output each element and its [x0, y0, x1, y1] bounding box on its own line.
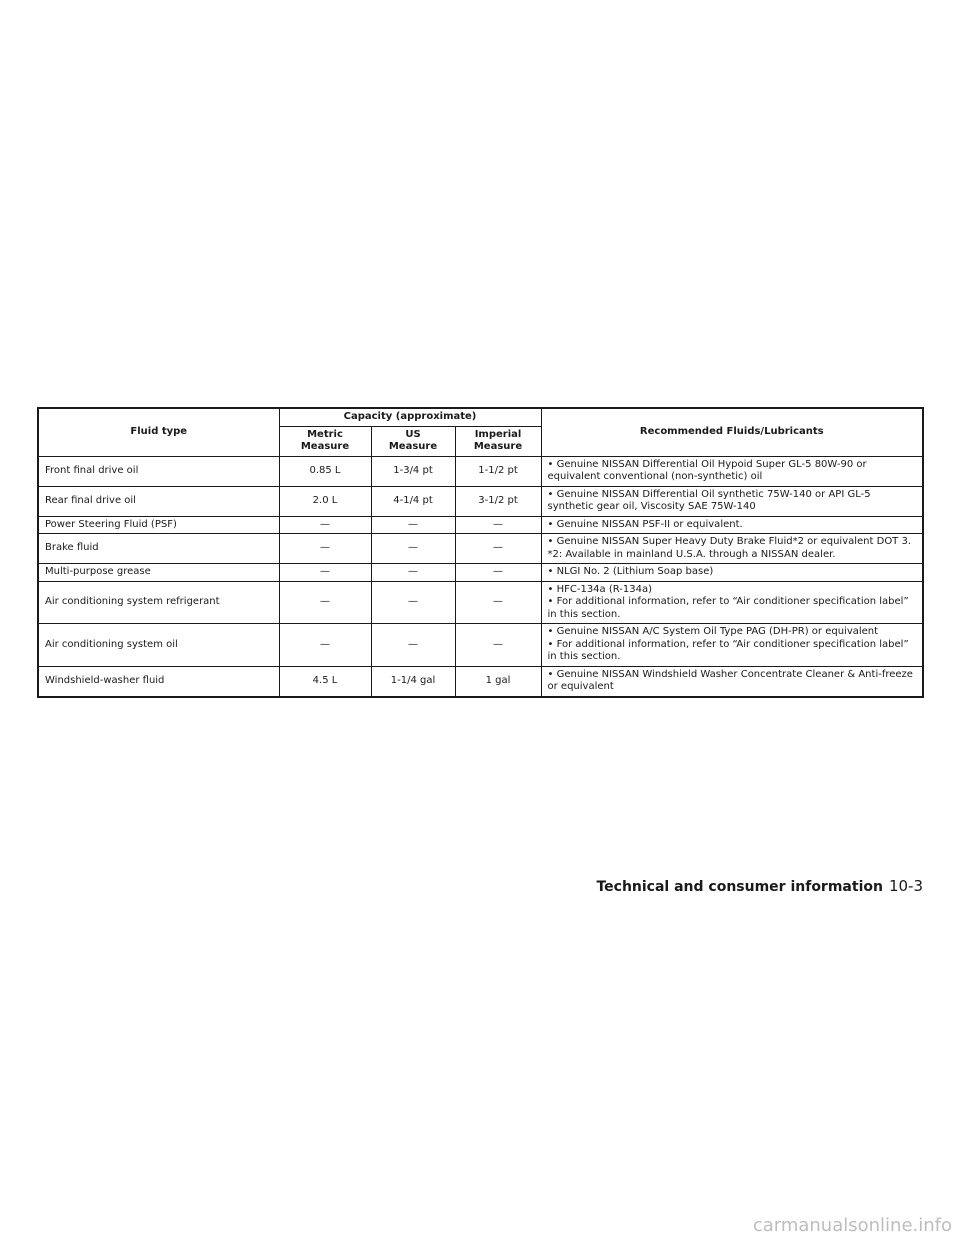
recommended-line: • Genuine NISSAN PSF-II or equivalent.: [547, 518, 743, 530]
fluid-name-cell: Air conditioning system oil: [38, 624, 279, 667]
recommended-cell: [541, 581, 923, 624]
metric-cell: 0.85 L: [279, 456, 371, 486]
imperial-cell: —: [455, 624, 541, 667]
metric-cell: —: [279, 624, 371, 667]
fluid-name-cell: Air conditioning system refrigerant: [38, 581, 279, 624]
imperial-cell: 1-1/2 pt: [455, 456, 541, 486]
header-us: US Measure: [371, 426, 455, 456]
fluid-name-cell: Front final drive oil: [38, 456, 279, 486]
table-row: [38, 534, 923, 564]
imperial-cell: —: [455, 581, 541, 624]
imperial-cell: —: [455, 516, 541, 534]
recommended-cell: [541, 666, 923, 697]
header-recommended: Recommended Fluids/Lubricants: [541, 408, 923, 456]
table-row: [38, 486, 923, 516]
imperial-cell: 3-1/2 pt: [455, 486, 541, 516]
table-row: [38, 666, 923, 697]
recommended-line: • For additional information, refer to “Air conditioner specification label” in this section.: [547, 596, 909, 620]
us-cell: —: [371, 624, 455, 667]
header-metric: Metric Measure: [279, 426, 371, 456]
us-cell: 1-3/4 pt: [371, 456, 455, 486]
recommended-cell: [541, 624, 923, 667]
recommended-cell: [541, 564, 923, 582]
table-row: [38, 456, 923, 486]
us-cell: —: [371, 534, 455, 564]
imperial-cell: 1 gal: [455, 666, 541, 697]
section-title: Technical and consumer information: [596, 879, 883, 895]
recommended-cell: [541, 456, 923, 486]
fluid-name-cell: Windshield-washer fluid: [38, 666, 279, 697]
us-cell: —: [371, 564, 455, 582]
fluid-name-cell: Multi-purpose grease: [38, 564, 279, 582]
header-capacity: Capacity (approximate): [279, 408, 541, 426]
recommended-line: • For additional information, refer to “Air conditioner specification label” in this section.: [547, 638, 909, 662]
table-row: [38, 581, 923, 624]
recommended-line: • NLGI No. 2 (Lithium Soap base): [547, 566, 714, 577]
recommended-cell: [541, 534, 923, 564]
imperial-cell: —: [455, 564, 541, 582]
imperial-cell: —: [455, 534, 541, 564]
fluid-spec-table: [37, 407, 924, 698]
us-cell: 1-1/4 gal: [371, 666, 455, 697]
us-cell: —: [371, 581, 455, 624]
recommended-line: • Genuine NISSAN Differential Oil synthetic 75W-140 or API GL-5 synthetic gear oil, Viscosity SAE 75W-140: [547, 488, 871, 512]
header-imperial: Imperial Measure: [455, 426, 541, 456]
recommended-line: • HFC-134a (R-134a): [547, 583, 653, 595]
fluid-name-cell: Power Steering Fluid (PSF): [38, 516, 279, 534]
fluid-name-cell: Rear final drive oil: [38, 486, 279, 516]
recommended-cell: [541, 516, 923, 534]
metric-cell: —: [279, 516, 371, 534]
recommended-line: *2: Available in mainland U.S.A. through a NISSAN dealer.: [547, 548, 836, 560]
metric-cell: 2.0 L: [279, 486, 371, 516]
table-row: [38, 516, 923, 534]
us-cell: —: [371, 516, 455, 534]
recommended-line: • Genuine NISSAN A/C System Oil Type PAG (DH-PR) or equivalent: [547, 626, 879, 637]
fluid-name-cell: Brake fluid: [38, 534, 279, 564]
recommended-cell: [541, 486, 923, 516]
table-row: [38, 624, 923, 667]
metric-cell: —: [279, 564, 371, 582]
metric-cell: —: [279, 581, 371, 624]
recommended-line: • Genuine NISSAN Windshield Washer Concentrate Cleaner & Anti-freeze or equivalent: [547, 668, 913, 692]
metric-cell: 4.5 L: [279, 666, 371, 697]
recommended-line: • Genuine NISSAN Differential Oil Hypoid Super GL-5 80W-90 or equivalent conventional (non-synthetic) oil: [547, 458, 867, 482]
us-cell: 4-1/4 pt: [371, 486, 455, 516]
page-number: 10-3: [888, 877, 923, 895]
header-fluid-type: Fluid type: [38, 408, 279, 456]
table-row: [38, 564, 923, 582]
page-footer: [596, 877, 923, 895]
watermark: carmanualsonline.info: [752, 1215, 952, 1236]
recommended-line: • Genuine NISSAN Super Heavy Duty Brake Fluid*2 or equivalent DOT 3.: [547, 536, 912, 547]
metric-cell: —: [279, 534, 371, 564]
